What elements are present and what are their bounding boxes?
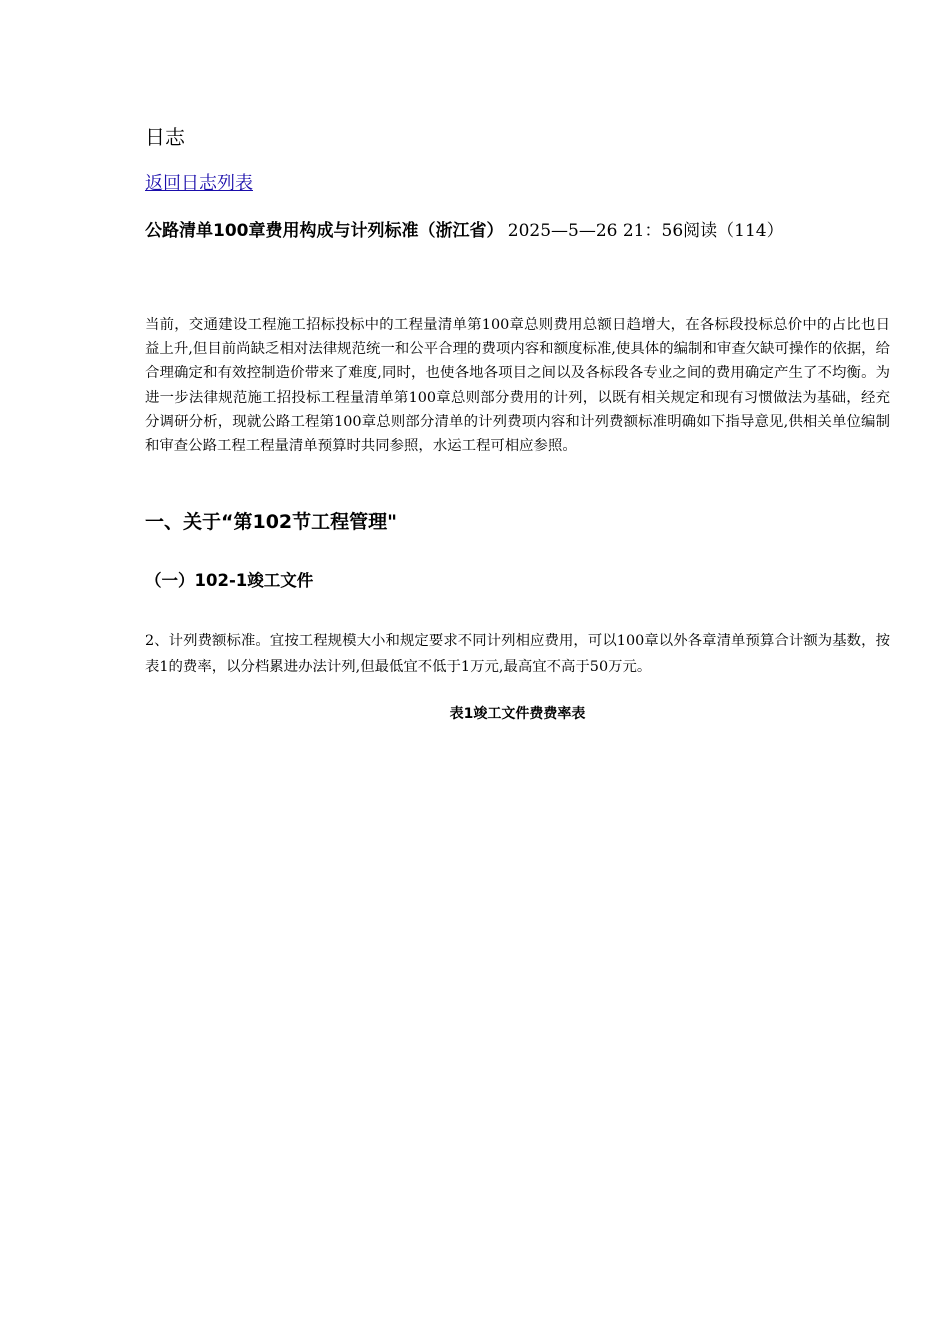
post-title: 公路清单100章费用构成与计列标准（浙江省） xyxy=(145,221,504,241)
section-heading: 一、关于“第102节工程管理" xyxy=(145,511,398,533)
subsection-heading: （一）102-1竣工文件 xyxy=(145,571,314,590)
fee-standard-paragraph: 2、计列费额标准。宜按工程规模大小和规定要求不同计列相应费用，可以100章以外各章清单预算合计额为基数，按表1的费率，以分档累进办法计列,但最低宜不低于1万元,最高宜不高于50万元。 xyxy=(145,633,890,675)
table-caption: 表1竣工文件费费率表 xyxy=(449,706,586,722)
post-meta: 2025—5—26 21：56阅读（114） xyxy=(507,221,784,241)
page-title: 日志 xyxy=(145,125,185,149)
back-to-log-list-link[interactable]: 返回日志列表 xyxy=(145,173,253,194)
intro-paragraph: 当前，交通建设工程施工招标投标中的工程量清单第100章总则费用总额日趋增大，在各标段投标总价中的占比也日益上升,但目前尚缺乏相对法律规范统一和公平合理的费项内容和额度标准,使具体的编制和审查欠缺可操作的依据，给合理确定和有效控制造价带来了难度,同时，也使各地各项目之间以及各标段各专业之间的费用确定产生了不均衡。为进一步法律规范施工招投标工程量清单第100章总则部分费用的计列，以既有相关规定和现有习惯做法为基础，经充分调研分析，现就公路工程第100章总则部分清单的计列费项内容和计列费额标准明确如下指导意见,供相关单位编制和审查公路工程工程量清单预算时共同参照，水运工程可相应参照。 xyxy=(145,317,890,455)
post-header xyxy=(145,218,785,244)
